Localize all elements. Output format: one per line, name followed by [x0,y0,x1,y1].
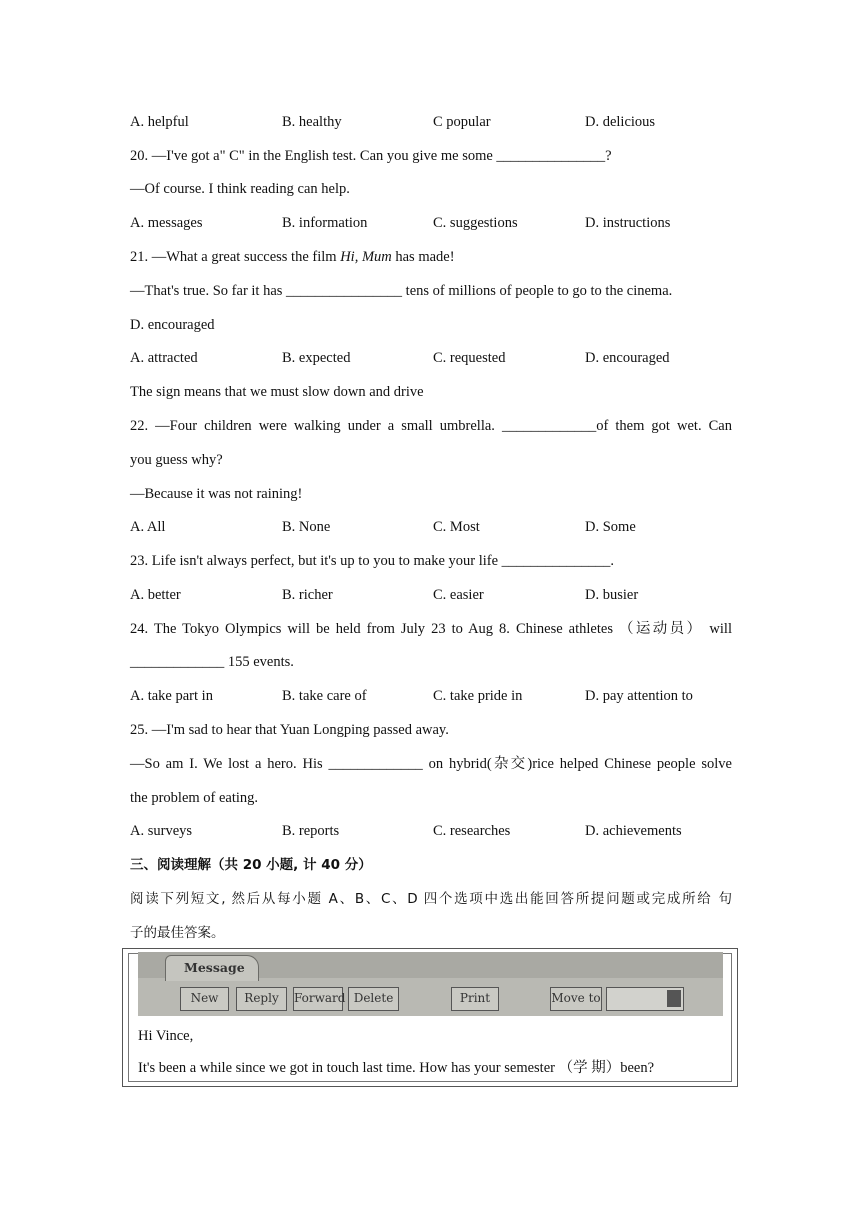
option-c: C popular [433,114,491,130]
print-button: Print [451,987,499,1011]
q20-reply: —Of course. I think reading can help. [130,181,350,197]
email-toolbar-image [138,952,723,1016]
option-d: D. busier [585,587,639,603]
option-b: B. None [282,519,331,535]
q24-stem-line2: _____________ 155 events. [130,654,294,670]
option-d: D. instructions [585,215,671,231]
q25-reply-line1: —So am I. We lost a hero. His _____________ on hybrid(杂交)rice helped Chinese people solve [130,756,732,772]
forward-button: Forward [293,987,343,1011]
q25-reply-line2: the problem of eating. [130,790,259,806]
new-button: New [180,987,229,1011]
option-b: B. healthy [282,114,342,130]
option-c: C. researches [433,823,511,839]
option-a: A. helpful [130,114,189,130]
option-b: B. take care of [282,688,367,704]
q24-stem-line1: 24. The Tokyo Olympics will be held from July 23 to Aug 8. Chinese athletes （运动员） will [130,621,732,637]
option-d: D. pay attention to [585,688,693,704]
message-tab-label: Message [184,960,245,975]
instruction-line2: 子的最佳答案。 [130,925,225,941]
option-a: A. better [130,587,181,603]
option-d: D. delicious [585,114,656,130]
option-c: C. take pride in [433,688,523,704]
q21-stem-text: 21. —What a great success the film [130,249,341,265]
option-a: A. take part in [130,688,213,704]
option-d: D. encouraged [585,350,670,366]
q21-stem [130,247,455,267]
move-to-button: Move to [550,987,602,1011]
reply-button: Reply [236,987,287,1011]
email-body: It's been a while since we got in touch last time. How has your semester （学 期）been? [138,1060,655,1076]
option-d: D. achievements [585,823,682,839]
option-b: B. expected [282,350,351,366]
option-a: A. attracted [130,350,198,366]
section-title: 三、阅读理解（共 20 小题, 计 40 分） [130,857,372,873]
delete-button: Delete [348,987,399,1011]
q21-stem-text-end: has made! [391,249,455,265]
q22-stem-line2: you guess why? [130,452,223,468]
option-b: B. reports [282,823,340,839]
option-b: B. richer [282,587,333,603]
instruction-line1: 阅读下列短文, 然后从每小题 A、B、C、D 四个选项中选出能回答所提问题或完成所给 句 [130,891,732,907]
option-a: A. messages [130,215,203,231]
q25-stem: 25. —I'm sad to hear that Yuan Longping passed away. [130,722,449,738]
q23-stem: 23. Life isn't always perfect, but it's up to you to make your life _______________. [130,553,615,569]
option-c: C. requested [433,350,506,366]
q22-reply: —Because it was not raining! [130,486,303,502]
move-to-dropdown [606,987,684,1011]
q20-stem: 20. —I've got a" C" in the English test. Can you give me some _______________? [130,148,612,164]
q21-reply: —That's true. So far it has ________________ tens of millions of people to go to the cinema. [130,283,673,299]
option-a: A. surveys [130,823,193,839]
option-b: B. information [282,215,368,231]
option-c: C. Most [433,519,480,535]
email-greeting: Hi Vince, [138,1028,194,1044]
stray-line-2: The sign means that we must slow down and drive [130,384,424,400]
option-a: A. All [130,519,166,535]
option-c: C. suggestions [433,215,518,231]
dropdown-handle-icon [667,990,681,1007]
q22-stem-line1: 22. —Four children were walking under a small umbrella. _____________of them got wet. Can [130,418,732,434]
film-title: Hi, Mum [340,249,392,265]
message-tab [165,955,259,981]
stray-line-1: D. encouraged [130,317,215,333]
option-c: C. easier [433,587,484,603]
option-d: D. Some [585,519,636,535]
